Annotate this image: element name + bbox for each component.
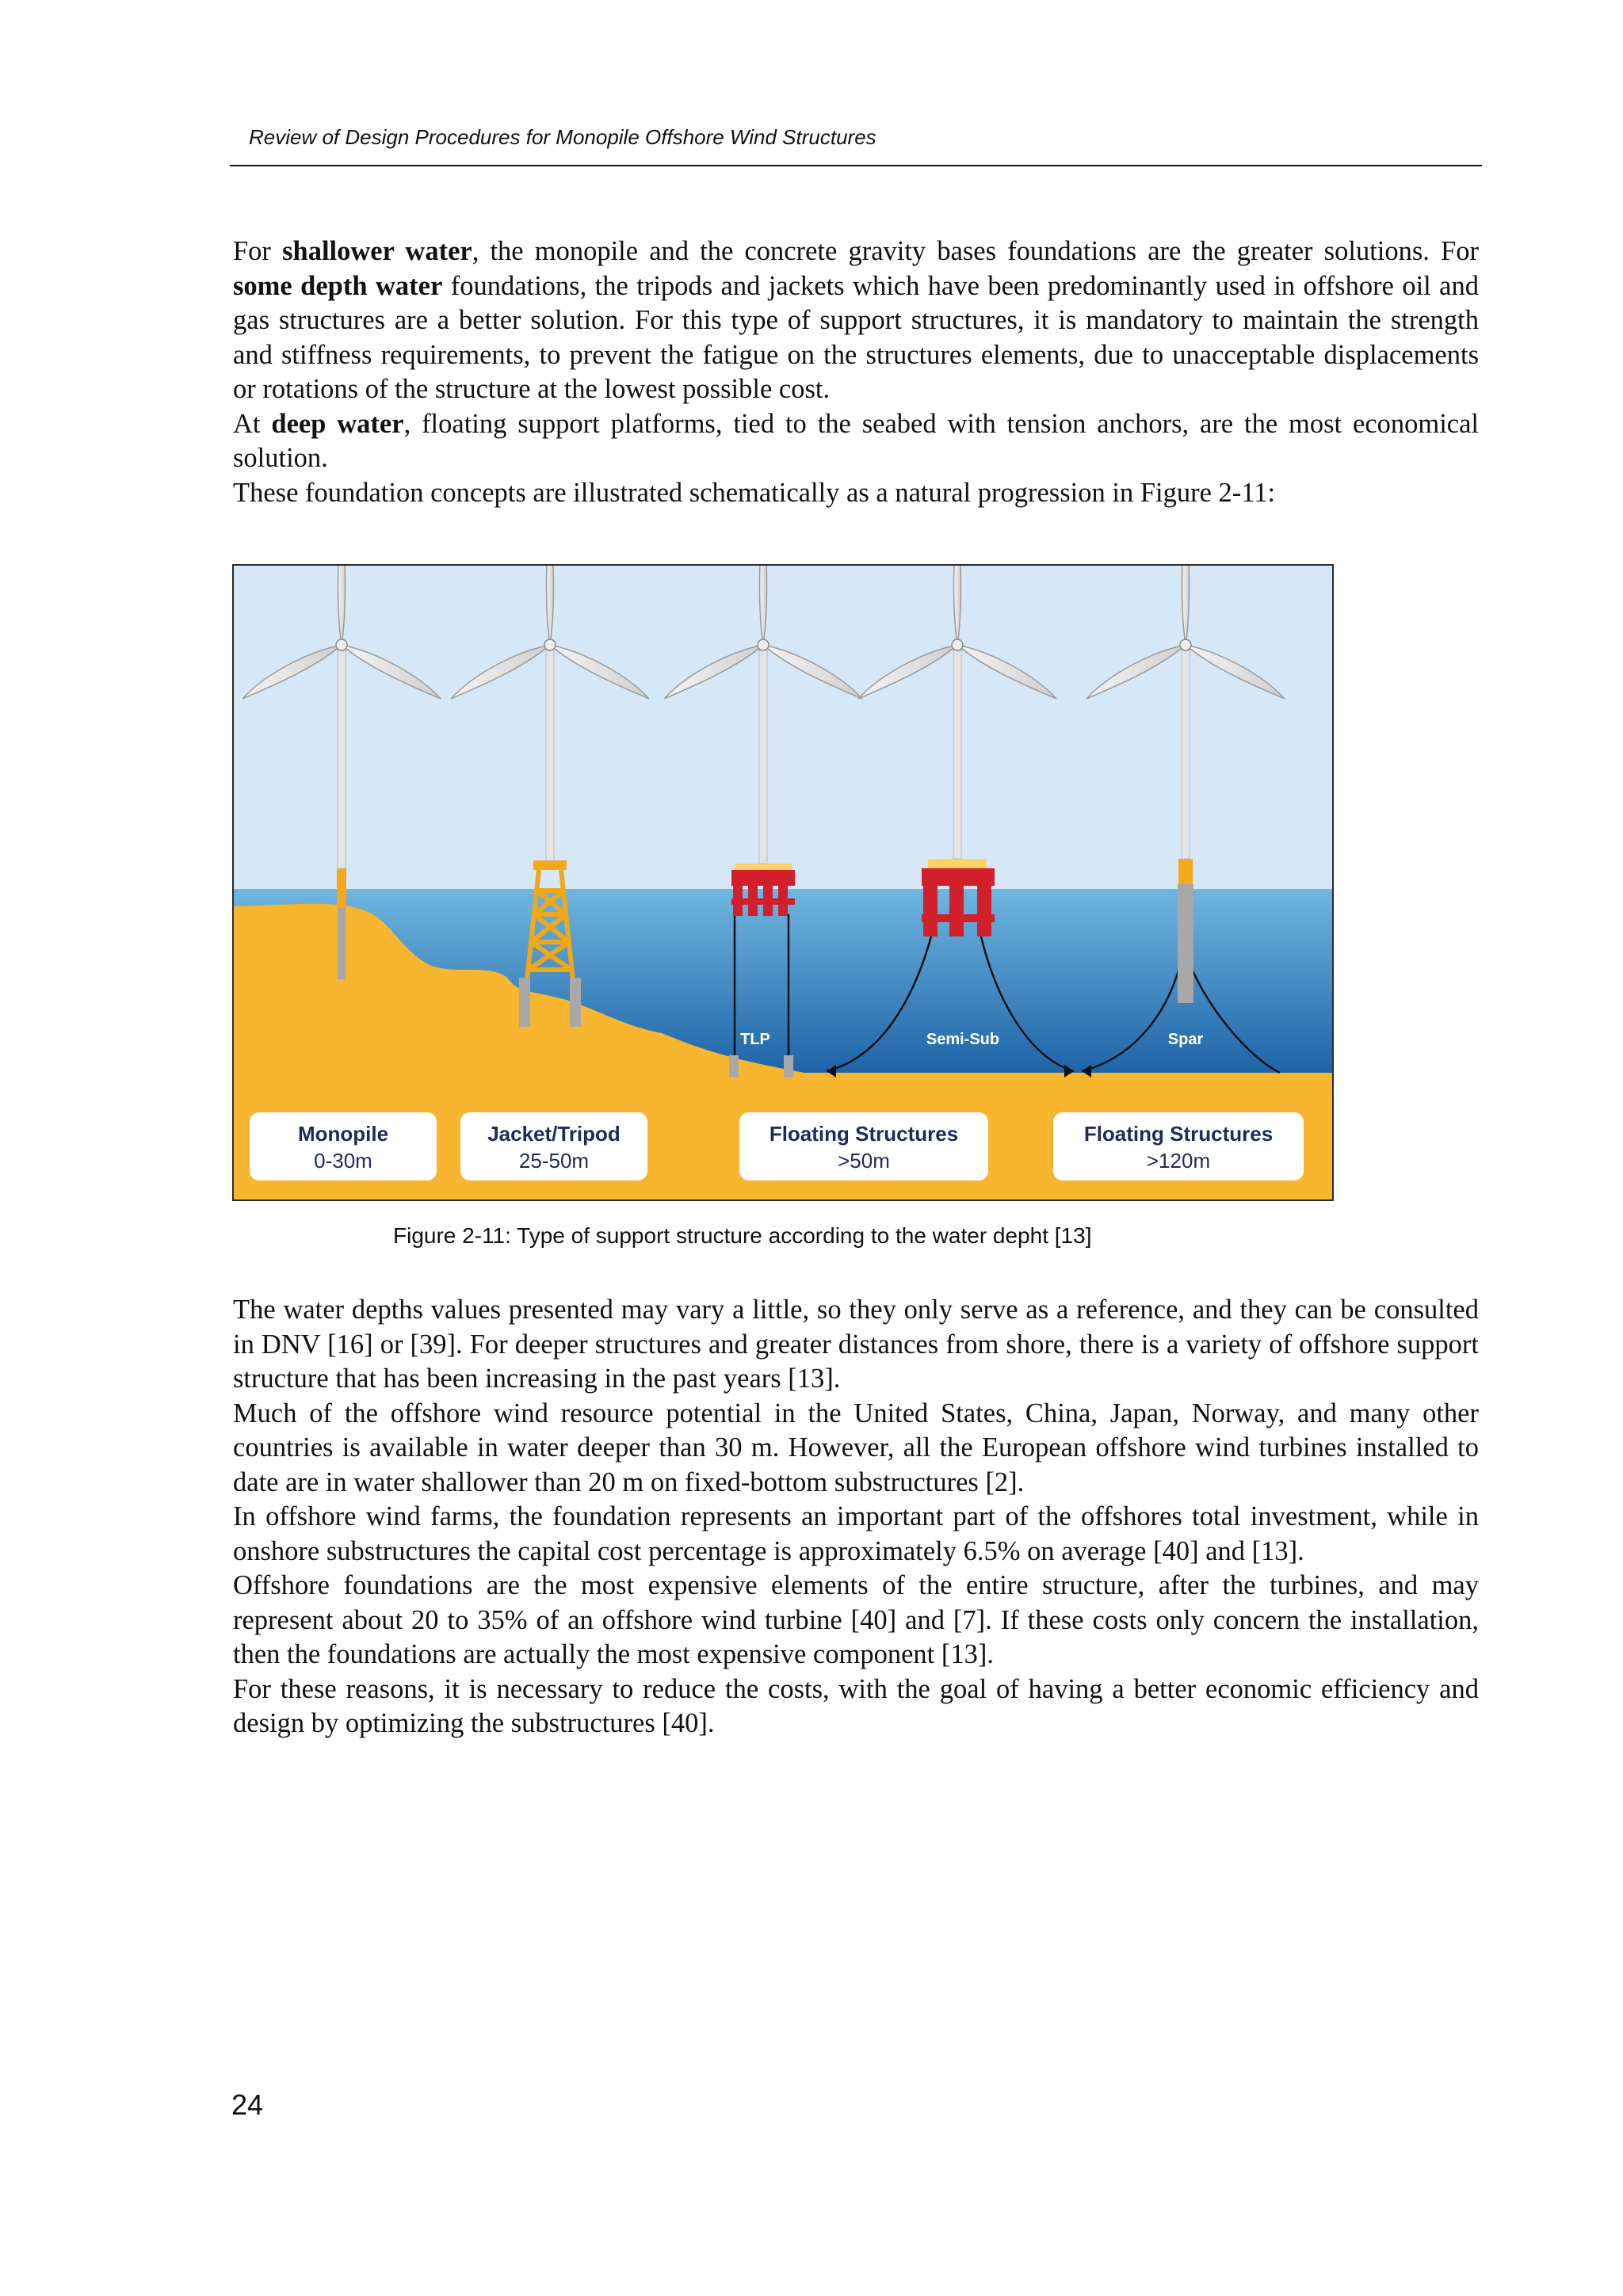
depth-box-title: Floating Structures [1083,1122,1274,1146]
label-spar: Spar [1167,1031,1204,1048]
turbine-hub [544,639,556,650]
body-text [233,1293,1479,1741]
monopile-foundation [337,868,346,979]
intro-text [233,235,1479,510]
header-rule [230,165,1482,166]
running-header: Review of Design Procedures for Monopile Offshore Wind Structures [249,125,876,149]
bold-term-some-depth-water: some depth water [233,270,443,301]
text-run: , the monopile and the concrete gravity bases foundations are the greater solutions. For [472,236,1479,266]
turbine-tower [546,645,554,860]
text-run: , floating support platforms, tied to the seabed with tension anchors, are the most economical solution. [233,408,1480,473]
depth-box-floating-120 [1053,1112,1304,1180]
turbine-hub [952,639,963,650]
turbine-hub [336,639,347,650]
spar-float [1178,859,1193,1003]
turbine-tower [1182,645,1190,859]
depth-box-floating-50 [739,1112,988,1180]
page-number: 24 [231,2088,264,2121]
text-run: foundations, the tripods and jackets which have been predominantly used in offshore oil and gas structures are a better solution. For this type of support structures, it is mandatory to maintain the strength and stiffness requirements, to prevent the fatigue on the structures elements, due to unacceptable displacements or rotations of the structure at the lowest possible cost. [233,270,1479,404]
depth-box-range: 25-50m [518,1149,590,1173]
text-run: For [233,236,283,266]
depth-box-title: Floating Structures [769,1122,959,1146]
depth-box-title: Monopile [297,1122,389,1146]
paragraph: Much of the offshore wind resource potential in the United States, China, Japan, Norway, and many other countries is available in water deeper than 30 m. However, all the European offshore wind turbines installed to date are in water shallower than 20 m on fixed-bottom substructures [2]. [233,1398,1479,1497]
paragraph: The water depths values presented may vary a little, so they only serve as a reference, and they can be consulted in DNV [16] or [39]. For deeper structures and greater distances from shore, there is a variety of offshore support structure that has been increasing in the past years [13]. [233,1295,1479,1394]
turbine-hub [758,639,769,650]
paragraph-figure-intro: These foundation concepts are illustrated schematically as a natural progression in Figure 2-11: [233,477,1276,508]
text-run: At [233,408,272,439]
turbine-tower [759,645,767,864]
turbine-tower [338,645,346,868]
figure-support-structures [232,564,1334,1201]
figure-caption: Figure 2-11: Type of support structure according to the water depht [13] [393,1223,1092,1248]
depth-box-title: Jacket/Tripod [487,1122,621,1146]
paragraph-shallow-water [233,235,1479,407]
depth-box-range: >120m [1146,1149,1211,1173]
paragraph-deep-water [233,407,1479,476]
tlp-anchor [784,1055,793,1077]
turbine-tower [953,645,961,859]
label-tlp: TLP [740,1031,770,1048]
tlp-float [731,864,795,916]
depth-box-jacket [460,1112,647,1180]
depth-box-range: 0-30m [314,1149,372,1173]
bold-term-deep-water: deep water [271,408,404,439]
turbine-hub [1180,639,1191,650]
paragraph: Offshore foundations are the most expensive elements of the entire structure, after the turbines, and may represent about 20 to 35% of an offshore wind turbine [40] and [7]. If these costs only concern the installation, then the foundations are actually the most expensive component [13]. [233,1570,1479,1669]
semisub-float [922,859,995,936]
paragraph: In offshore wind farms, the foundation represents an important part of the offshores total investment, while in onshore substructures the capital cost percentage is approximately 6.5% on average [40] and [13]. [233,1501,1479,1566]
depth-box-monopile [250,1112,437,1180]
bold-term-shallower-water: shallower water [282,236,472,266]
paragraph: For these reasons, it is necessary to reduce the costs, with the goal of having a better economic efficiency and design by optimizing the substructures [40]. [233,1673,1479,1738]
label-semisub: Semi-Sub [926,1031,1000,1048]
depth-box-range: >50m [838,1149,890,1173]
tlp-anchor [729,1055,739,1077]
